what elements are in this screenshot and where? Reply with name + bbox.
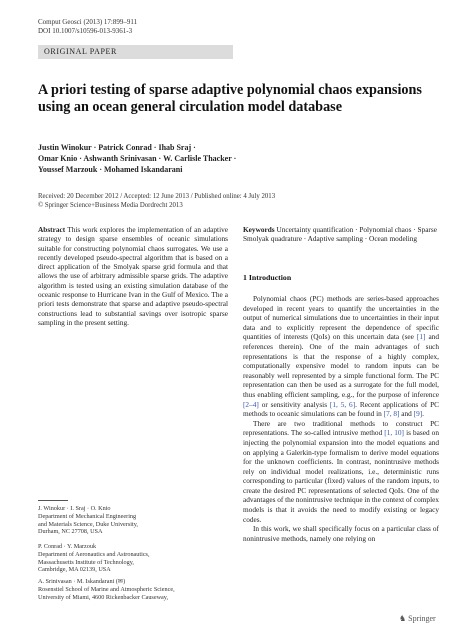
citation-link[interactable]: [1, 5, 6] xyxy=(329,399,356,409)
paragraph: In this work, we shall specifically focus on a particular class of nonintrusive methods, namely one relying on xyxy=(243,524,439,543)
paragraph: Polynomial chaos (PC) methods are series-based approaches developed in recent years to quantify the uncertainties in the output of numerical simulations due to uncertainties in their input data and to explicitly represent the dependence of specific quantities of interests (QoIs) on this uncertain data (see [1] and references therein). One of the main advantages of such representations is that the response of a highly complex, computationally expensive model to random inputs can be reasonably well represented by a simple functional form. The PC representation can then be used as a surrogate for the full model, thus enabling efficient sampling, e.g., for the purpose of inference [2–4] or sensitivity analysis [1, 5, 6]. Recent applications of PC methods to oceanic simulations can be found in [7, 8] and [9]. xyxy=(243,294,439,419)
keywords-label: Keywords xyxy=(243,225,275,234)
citation-link[interactable]: [9] xyxy=(413,409,423,419)
abstract-text: This work explores the implementation of an adaptive strategy to design sparse ensembles of oceanic simulations suitable for constructing polynomial chaos surrogates. We use a recently developed pseudo-spectral algorithm that is based on a direct application of the Smolyak sparse grid formula and that allows the use of arbitrary admissible sparse grids. The adaptive algorithm is tested using an existing simulation database of the oceanic response to Hurricane Ivan in the Gulf of Mexico. The a priori tests demonstrate that sparse and adaptive pseudo-spectral constructions lead to substantial savings over isotropic sparse sampling in the present setting. xyxy=(38,225,228,327)
introduction-body xyxy=(243,294,439,543)
publisher-logo: ♞ Springer xyxy=(399,614,436,623)
abstract-label: Abstract xyxy=(38,225,66,234)
citation-link[interactable]: [7, 8] xyxy=(383,409,400,419)
paper-title: A priori testing of sparse adaptive polynomial chaos expansions using an ocean general circulation model database xyxy=(38,82,422,115)
keywords-text: Uncertainty quantification · Polynomial chaos · Sparse Smolyak quadrature · Adaptive sampling · Ocean modeling xyxy=(243,225,437,244)
author-list xyxy=(38,142,438,175)
paragraph: There are two traditional methods to construct PC representations. The so-called intrusive method [1, 10] is based on injecting the polynomial expansion into the model equations and on applying a Galerkin-type formalism to derive model equations for the unknown coefficients. In contrast, nonintrusive methods rely on individual model realizations, i.e., deterministic runs corresponding to particular (fixed) values of the random inputs, to create the desired PC representations of selected QoIs. One of the advantages of the nonintrusive technique in the context of complex models is that it avoids the need to modify existing or legacy codes. xyxy=(243,418,439,524)
citation-link[interactable]: [1] xyxy=(416,332,426,342)
author-line: Justin Winokur · Patrick Conrad · Ihab Sraj · xyxy=(38,143,196,152)
affiliation-block: P. Conrad · Y. Marzouk Department of Aeronautics and Astronautics, Massachusetts Institute of Technology, Cambridge, MA 02139, USA xyxy=(38,543,150,574)
citation-link[interactable]: [2–4] xyxy=(243,399,259,409)
author-line: Youssef Marzouk · Mohamed Iskandarani xyxy=(38,165,183,174)
copyright-line: © Springer Science+Business Media Dordrecht 2013 xyxy=(38,201,183,209)
footnote-divider xyxy=(38,500,68,501)
journal-volume-line: Comput Geosci (2013) 17:899–911 xyxy=(38,18,138,26)
affiliation-block: A. Srinivasan · M. Iskandarani (✉) Rosenstiel School of Marine and Atmospheric Science, University of Miami, 4600 Rickenbacker Causeway, xyxy=(38,578,175,601)
keywords xyxy=(243,225,438,244)
author-line: Omar Knio · Ashwanth Srinivasan · W. Carlisle Thacker · xyxy=(38,154,237,163)
section-label: ORIGINAL PAPER xyxy=(44,47,117,56)
doi-line: DOI 10.1007/s10596-013-9361-3 xyxy=(38,27,133,35)
dates-line: Received: 20 December 2012 / Accepted: 12 June 2013 / Published online: 4 July 2013 xyxy=(38,193,276,200)
journal-citation xyxy=(38,18,137,36)
abstract xyxy=(38,225,228,327)
section-heading: 1 Introduction xyxy=(243,273,292,282)
citation-link[interactable]: [1, 10] xyxy=(384,428,404,438)
publication-dates xyxy=(38,193,275,210)
affiliation-block: J. Winokur · I. Sraj · O. Knio Department of Mechanical Engineering and Materials Science, Duke University, Durham, NC 27708, USA xyxy=(38,505,138,536)
springer-horse-icon: ♞ xyxy=(399,614,407,623)
